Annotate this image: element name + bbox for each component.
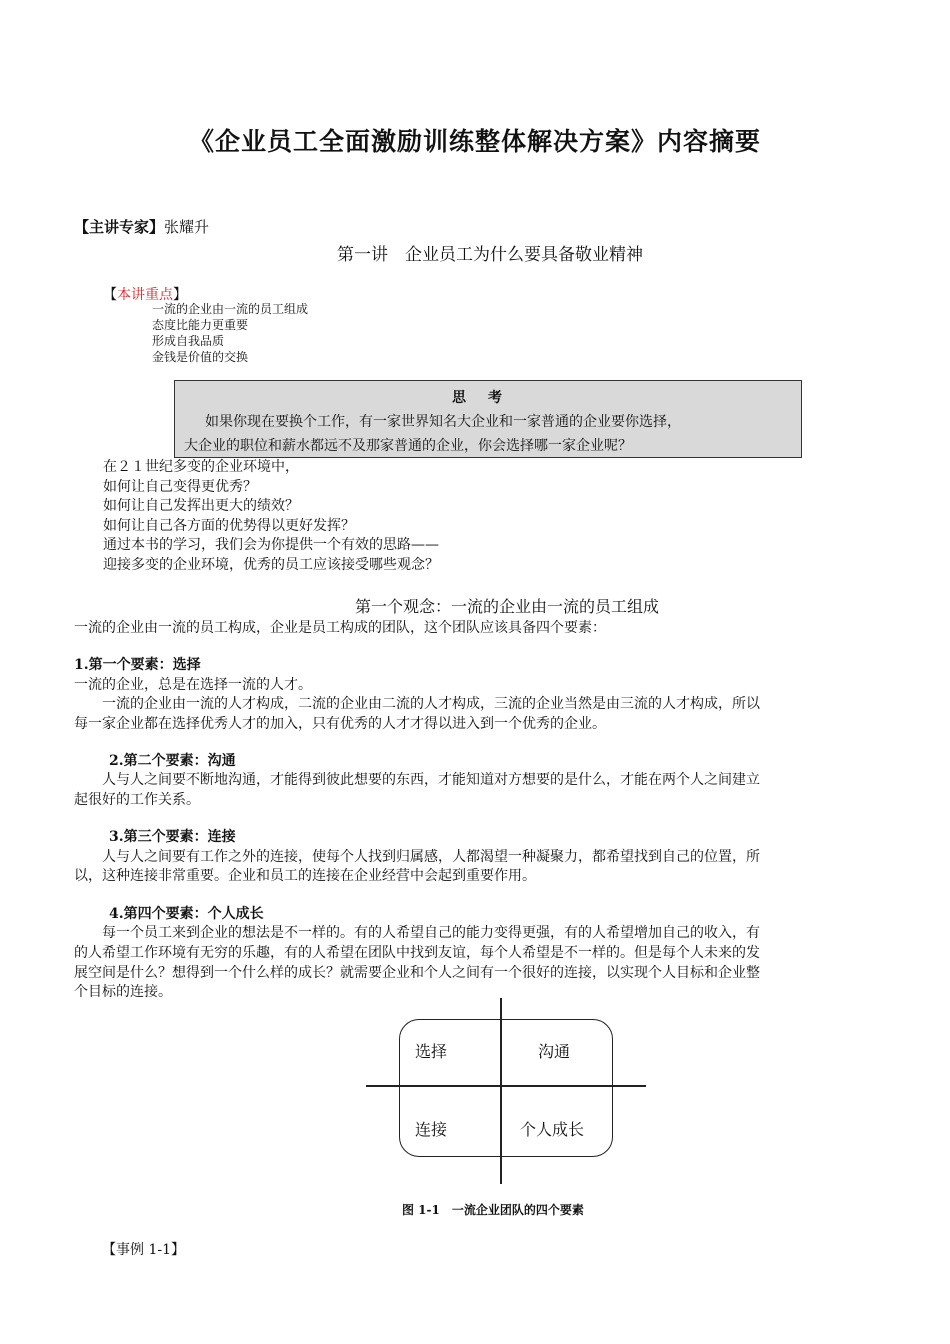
concept-title: 第一个观念：一流的企业由一流的员工组成 <box>354 597 659 616</box>
diagram-cell-connect: 连接 <box>415 1120 448 1139</box>
key-point-item: 金钱是价值的交换 <box>152 350 249 364</box>
key-point-item: 一流的企业由一流的员工组成 <box>152 302 309 316</box>
element-text-line: 每一个员工来到企业的想法是不一样的。有的人希望自己的能力变得更强，有的人希望增加自己的收入，有 <box>102 925 760 941</box>
think-box-line: 如果你现在要换个工作，有一家世界知名大企业和一家普通的企业要你选择， <box>205 414 681 430</box>
key-points-bracket-open: 【 <box>103 287 117 303</box>
element-text-line: 每一家企业都在选择优秀人才的加入，只有优秀的人才才得以进入到一个优秀的企业。 <box>74 716 606 732</box>
intro-line: 如何让自己发挥出更大的绩效？ <box>103 498 299 514</box>
intro-line: 在２１世纪多变的企业环境中， <box>103 459 299 475</box>
key-point-item: 态度比能力更重要 <box>152 318 249 332</box>
element-text-line: 人与人之间要有工作之外的连接，使每个人找到归属感，人都渴望一种凝聚力，都希望找到自己的位置，所 <box>102 849 760 865</box>
diagram-cell-communicate: 沟通 <box>538 1042 571 1061</box>
element-heading: 2.第二个要素：沟通 <box>109 753 236 769</box>
think-box-title: 思考 <box>452 390 524 406</box>
element-text-line: 一流的企业，总是在选择一流的人才。 <box>74 677 312 693</box>
diagram-cell-growth: 个人成长 <box>520 1120 585 1139</box>
element-heading: 1.第一个要素：选择 <box>74 657 201 673</box>
key-points-bracket-close: 】 <box>173 287 187 303</box>
element-heading: 4.第四个要素：个人成长 <box>109 906 264 922</box>
lecture-title: 第一讲 企业员工为什么要具备敬业精神 <box>337 245 643 265</box>
case-label: 【事例 1-1】 <box>102 1242 185 1258</box>
think-box <box>174 380 802 458</box>
intro-line: 如何让自己变得更优秀？ <box>103 478 257 495</box>
expert-name: 张耀升 <box>164 218 210 236</box>
key-points-label: 本讲重点 <box>117 287 173 303</box>
element-text-line: 一流的企业由一流的人才构成，二流的企业由二流的人才构成，三流的企业当然是由三流的人才构成，所以 <box>102 696 760 712</box>
intro-line: 如何让自己各方面的优势得以更好发挥？ <box>103 517 355 534</box>
think-box-line: 大企业的职位和薪水都远不及那家普通的企业，你会选择哪一家企业呢？ <box>184 438 632 454</box>
figure-caption: 图 1-1 一流企业团队的四个要素 <box>402 1203 584 1217</box>
element-text-line: 以，这种连接非常重要。企业和员工的连接在企业经营中会起到重要作用。 <box>74 868 536 884</box>
key-point-item: 形成自我品质 <box>152 334 225 348</box>
element-text-line: 个目标的连接。 <box>74 984 172 1000</box>
intro-block <box>103 458 439 575</box>
concept-intro: 一流的企业由一流的员工构成，企业是员工构成的团队，这个团队应该具备四个要素： <box>74 620 606 636</box>
element-text-line: 人与人之间要不断地沟通，才能得到彼此想要的东西，才能知道对方想要的是什么，才能在两个人之间建立 <box>102 772 760 788</box>
diagram-horizontal-axis <box>366 1085 646 1087</box>
key-points-list <box>152 301 308 365</box>
diagram-vertical-axis <box>500 998 502 1184</box>
intro-line: 迎接多变的企业环境，优秀的员工应该接受哪些观念？ <box>103 556 439 573</box>
intro-line: 通过本书的学习，我们会为你提供一个有效的思路—— <box>103 537 439 553</box>
element-text-line: 起很好的工作关系。 <box>74 792 200 808</box>
expert-line <box>74 216 209 237</box>
element-heading: 3.第三个要素：连接 <box>109 829 236 845</box>
expert-label: 【主讲专家】 <box>74 218 165 236</box>
document-title: 《企业员工全面激励训练整体解决方案》内容摘要 <box>188 127 761 156</box>
element-text-line: 的人希望工作环境有无穷的乐趣，有的人希望在团队中找到友谊，每个人希望是不一样的。但是每个人未来的发 <box>74 945 760 961</box>
diagram-cell-choose: 选择 <box>415 1042 448 1061</box>
element-text-line: 展空间是什么？想得到一个什么样的成长？就需要企业和个人之间有一个很好的连接，以实现个人目标和企业整 <box>74 965 760 981</box>
